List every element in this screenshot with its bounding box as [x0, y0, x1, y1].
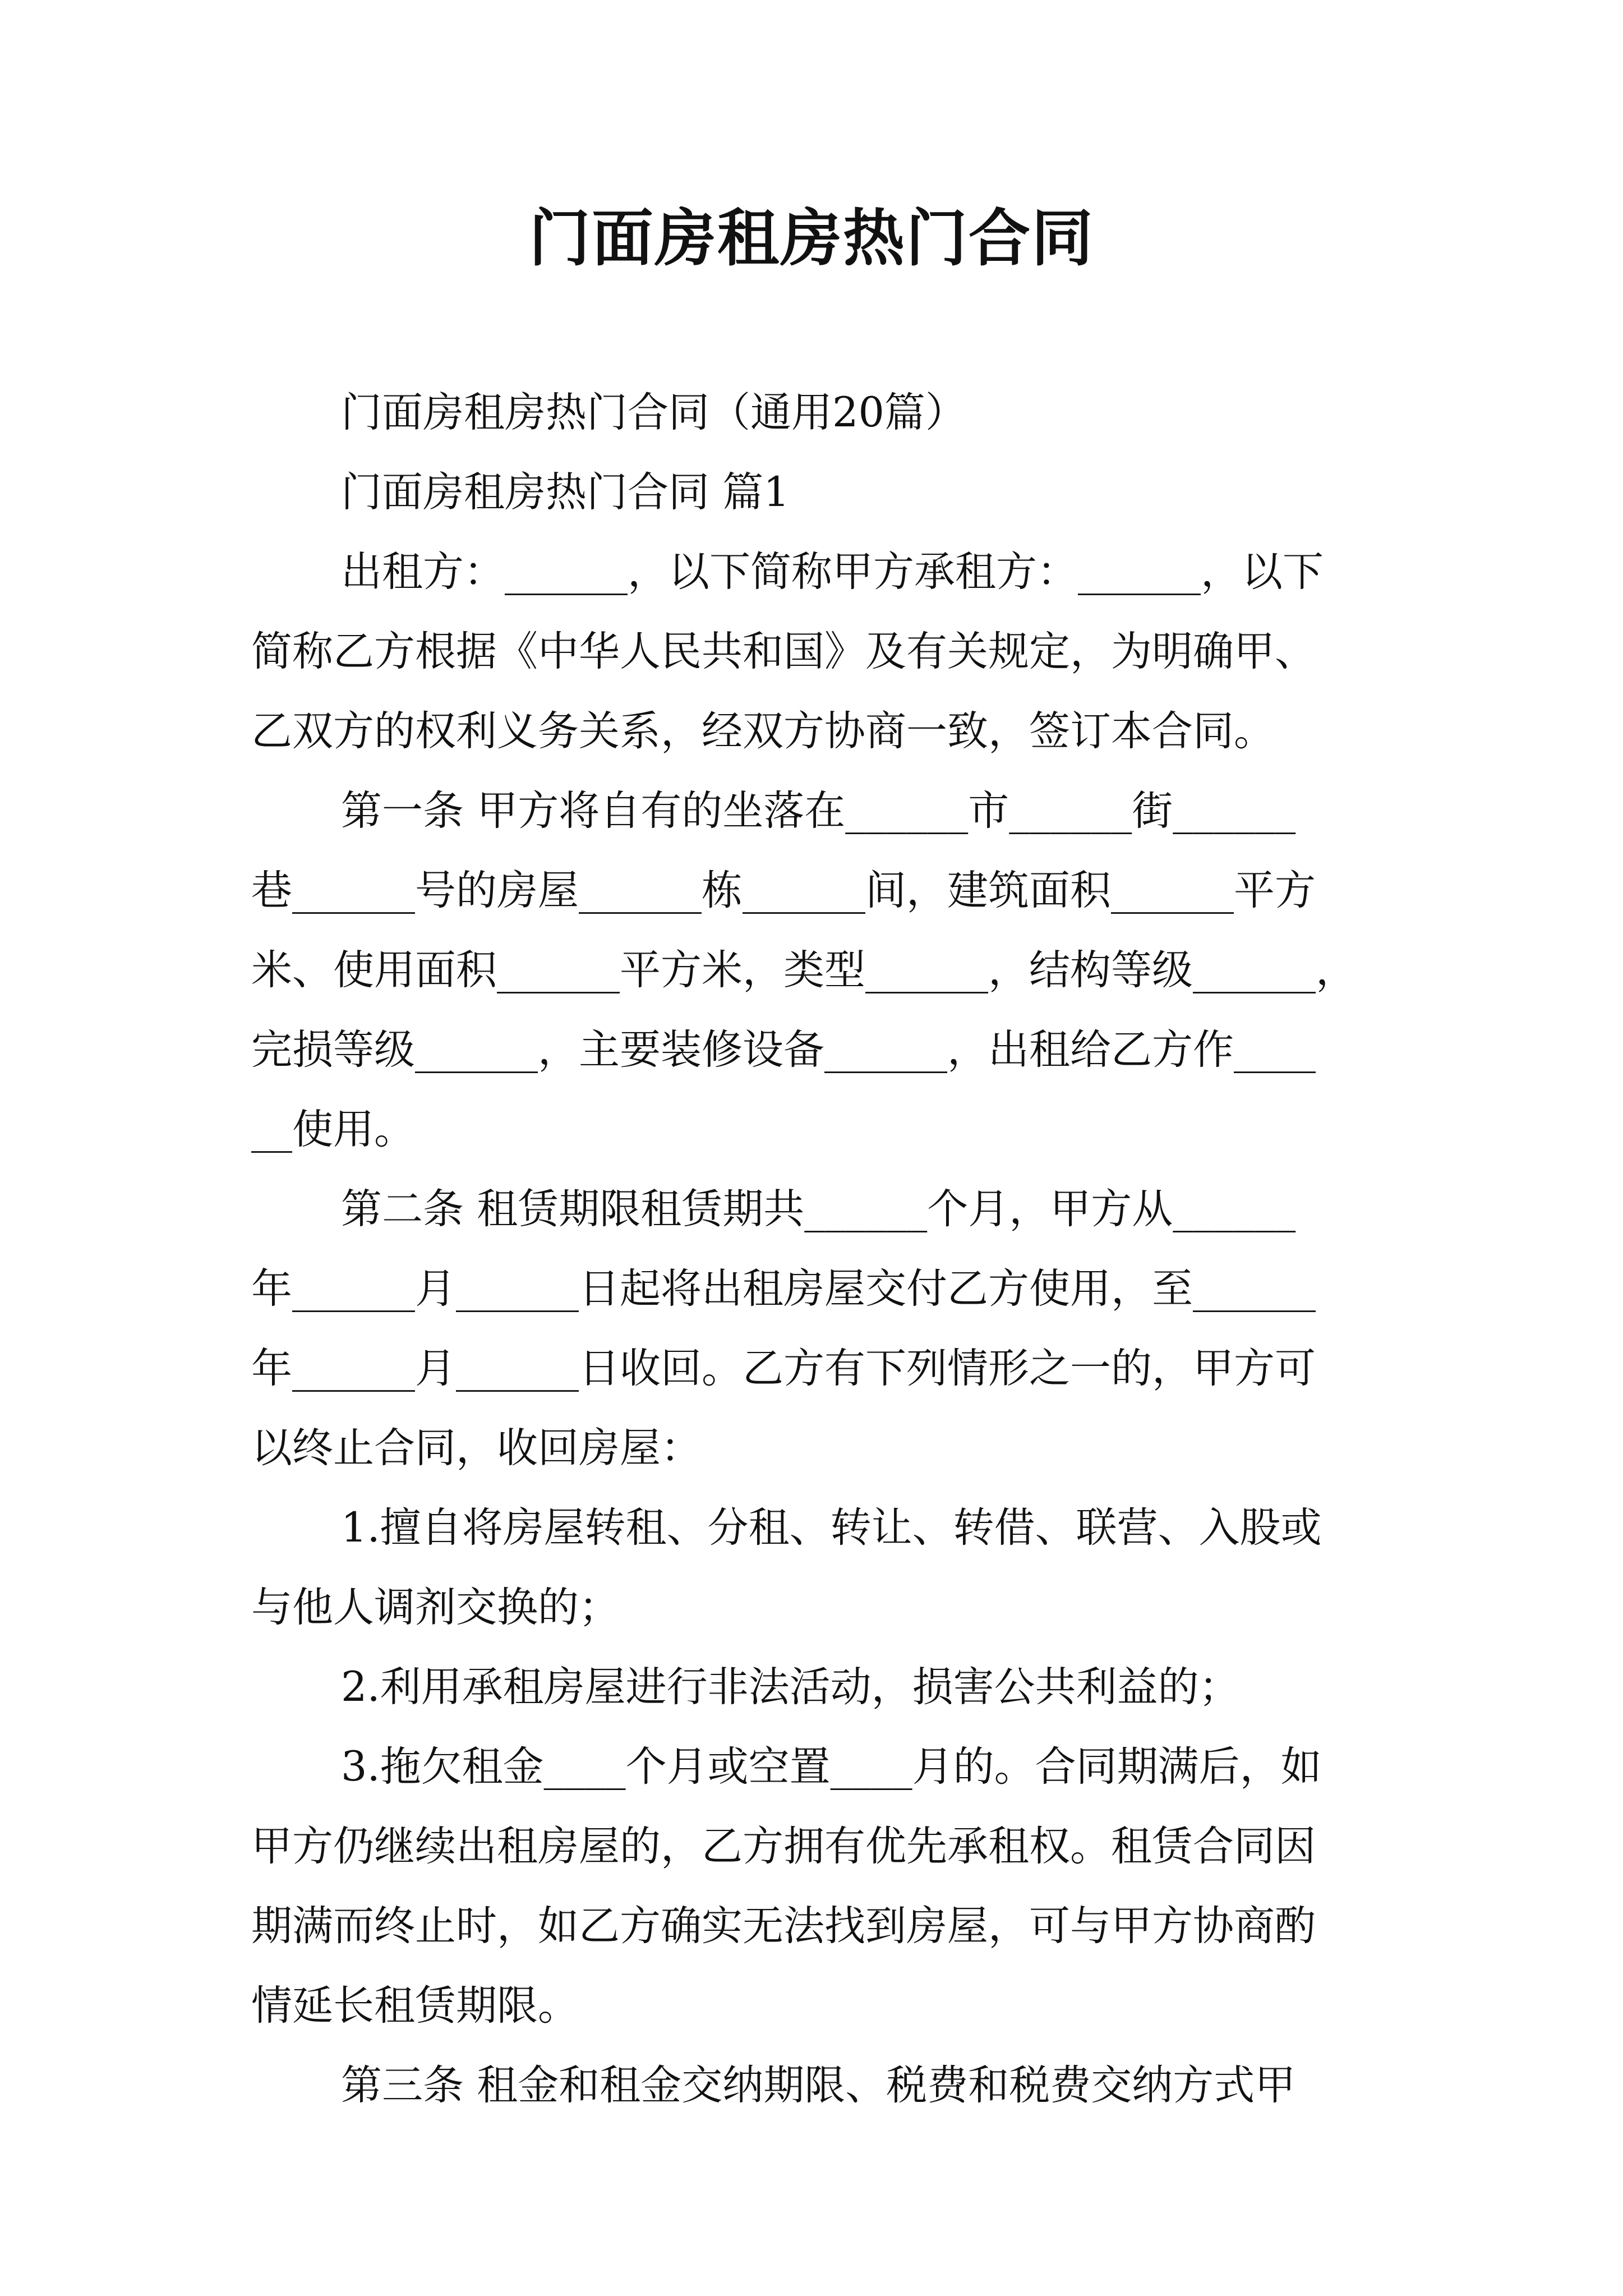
- paragraph-line: 年______月______日起将出租房屋交付乙方使用，至______: [251, 1265, 1316, 1313]
- paragraph-line: 年______月______日收回。乙方有下列情形之一的，甲方可: [251, 1345, 1316, 1392]
- paragraph-line: 以终止合同，收回房屋：: [251, 1424, 702, 1472]
- paragraph-line: 简称乙方根据《中华人民共和国》及有关规定，为明确甲、: [251, 628, 1316, 675]
- paragraph-line: 期满而终止时，如乙方确实无法找到房屋，可与甲方协商酌: [251, 1902, 1316, 1950]
- paragraph-line-first: 第一条 甲方将自有的坐落在______市______街______: [341, 787, 1296, 835]
- paragraph-line-first: 1.擅自将房屋转租、分租、转让、转借、联营、入股或: [341, 1504, 1322, 1552]
- paragraph-line: 完损等级______，主要装修设备______，出租给乙方作____: [251, 1026, 1316, 1074]
- paragraph-line: 乙双方的权利义务关系，经双方协商一致，签订本合同。: [251, 707, 1275, 755]
- paragraph-line-first: 门面房租房热门合同 篇1: [341, 468, 790, 516]
- paragraph-line-first: 出租方：______，以下简称甲方承租方：______，以下: [341, 548, 1324, 596]
- paragraph-line: 巷______号的房屋______栋______间，建筑面积______平方: [251, 867, 1316, 914]
- document-title: 门面房租房热门合同: [529, 202, 1094, 274]
- paragraph-line: 情延长租赁期限。: [251, 1982, 579, 2030]
- paragraph-line: 米、使用面积______平方米，类型______，结构等级______，: [251, 946, 1357, 994]
- paragraph-line-first: 3.拖欠租金____个月或空置____月的。合同期满后，如: [341, 1743, 1322, 1791]
- paragraph-line: 甲方仍继续出租房屋的，乙方拥有优先承租权。租赁合同因: [251, 1823, 1316, 1870]
- paragraph-line-first: 2.利用承租房屋进行非法活动，损害公共利益的；: [341, 1663, 1240, 1711]
- paragraph-line-first: 门面房租房热门合同（通用20篇）: [341, 389, 966, 436]
- paragraph-line-first: 第二条 租赁期限租赁期共______个月，甲方从______: [341, 1185, 1296, 1233]
- document-body: [251, 373, 1390, 2125]
- paragraph-line-first: 第三条 租金和租金交纳期限、税费和税费交纳方式甲: [341, 2062, 1296, 2109]
- paragraph-line: __使用。: [251, 1106, 415, 1153]
- paragraph-line: 与他人调剂交换的；: [251, 1584, 620, 1631]
